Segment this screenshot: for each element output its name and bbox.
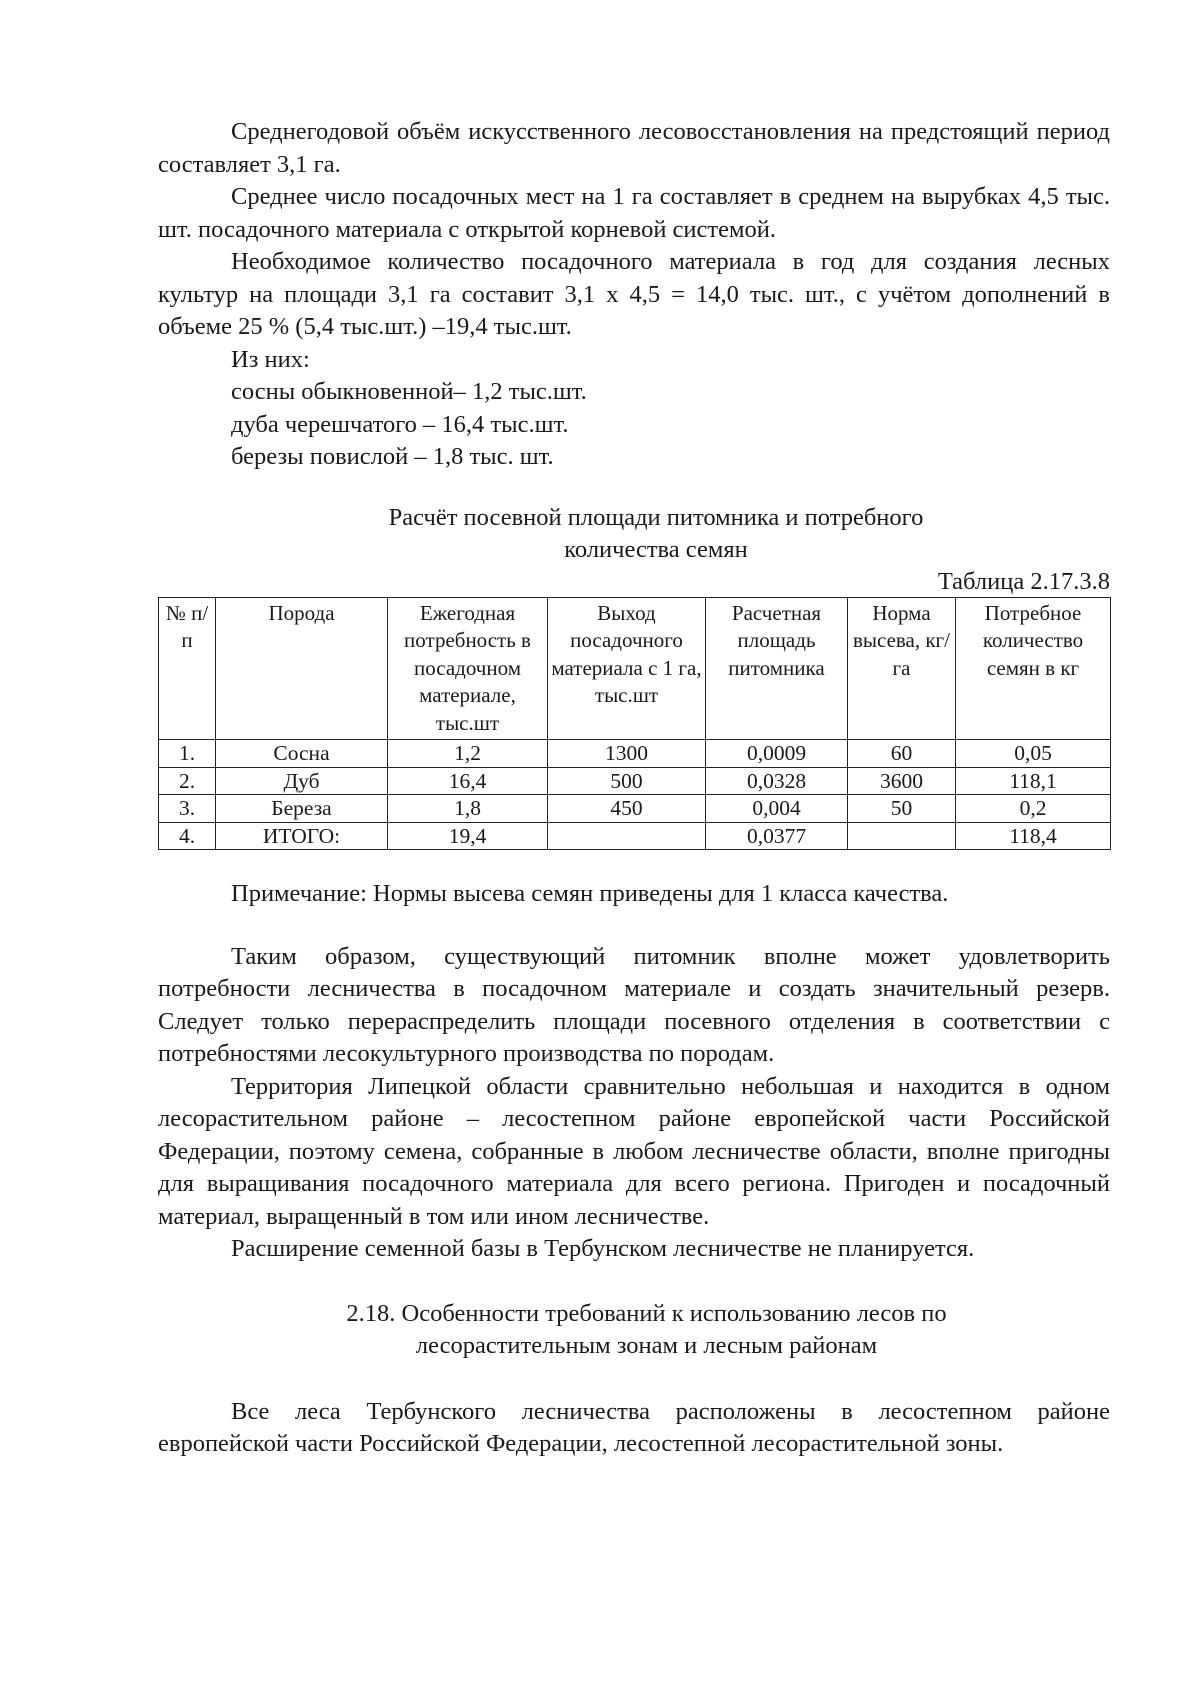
table-cell: 2. (159, 767, 216, 795)
body-paragraph-2: Территория Липецкой области сравнительно небольшая и находится в одном лесорастительном районе – лесостепном районе европейской части Российской Федерации, поэтому семена, собранные в любом лесничестве области, вполне пригодны для выращивания посадочного материала для всего региона. Пригоден и посадочный материал, выращенный в том или ином лесничестве. (158, 1072, 1110, 1230)
table-cell: 0,0009 (706, 740, 848, 768)
intro-paragraph-2: Среднее число посадочных мест на 1 га составляет в среднем на вырубках 4,5 тыс. шт. посадочного материала с открытой корневой системой. (158, 183, 1110, 243)
intro-paragraph-1: Среднегодовой объём искусственного лесовосстановления на предстоящий период составляет 3,1 га. (158, 118, 1110, 178)
intro-paragraph-3: Необходимое количество посадочного материала в год для создания лесных культур на площади 3,1 га составит 3,1 х 4,5 = 14,0 тыс. шт., с учётом дополнений в объеме 25 % (5,4 тыс.шт.) –19,4 тыс.шт. (158, 248, 1110, 340)
table-cell (848, 822, 956, 850)
table-title-line-1: Расчёт посевной площади питомника и потребного (388, 503, 924, 531)
header-sowing-rate: Норма высева, кг/га (848, 597, 956, 740)
header-yield-per-ha: Выход посадочного материала с 1 га, тыс.шт (548, 597, 706, 740)
section-heading (158, 1298, 1110, 1363)
table-cell: 1. (159, 740, 216, 768)
final-paragraph: Все леса Тербунского лесничества расположены в лесостепном районе европейской части Российской Федерации, лесостепной лесорастительной зоны. (158, 1397, 1110, 1457)
table-cell: 3600 (848, 767, 956, 795)
table-cell (548, 822, 706, 850)
pine-quantity: сосны обыкновенной– 1,2 тыс.шт. (231, 378, 587, 405)
table-cell: 450 (548, 795, 706, 823)
table-header-row (159, 597, 1111, 740)
table-cell: Дуб (216, 767, 388, 795)
body-paragraph-3: Расширение семенной базы в Тербунском лесничестве не планируется. (231, 1235, 975, 1262)
table-row (159, 795, 1111, 823)
header-nursery-area: Расчетная площадь питомника (706, 597, 848, 740)
table-cell: 500 (548, 767, 706, 795)
table-cell: 19,4 (388, 822, 548, 850)
body-paragraph-1: Таким образом, существующий питомник вполне может удовлетворить потребности лесничества в посадочном материале и создать значительный резерв. Следует только перераспределить площади посевного отделения в соответствии с потребностями лесокультурного производства по породам. (158, 942, 1110, 1067)
table-cell: 1300 (548, 740, 706, 768)
table-title (158, 502, 1110, 567)
table-cell: 50 (848, 795, 956, 823)
table-cell: 3. (159, 795, 216, 823)
table-cell: Сосна (216, 740, 388, 768)
document-page (158, 116, 1110, 1461)
table-cell: 0,004 (706, 795, 848, 823)
table-row (159, 740, 1111, 768)
birch-quantity: березы повислой – 1,8 тыс. шт. (231, 443, 554, 470)
from-them-label: Из них: (231, 345, 310, 373)
table-cell: 1,8 (388, 795, 548, 823)
table-number: Таблица 2.17.3.8 (937, 567, 1110, 595)
table-cell: ИТОГО: (216, 822, 388, 850)
table-cell: 0,2 (956, 795, 1111, 823)
section-heading-line-2: лесорастительным зонам и лесным районам (415, 1332, 878, 1359)
table-note: Примечание: Нормы высева семян приведены для 1 класса качества. (231, 880, 949, 907)
table-cell: 0,05 (956, 740, 1111, 768)
header-number: № п/п (159, 597, 216, 740)
header-species: Порода (216, 597, 388, 740)
table-cell: 118,1 (956, 767, 1111, 795)
table-cell: 118,4 (956, 822, 1111, 850)
table-cell: 0,0377 (706, 822, 848, 850)
header-annual-need: Ежегодная потребность в посадочном материале, тыс.шт (388, 597, 548, 740)
table-cell: 0,0328 (706, 767, 848, 795)
section-heading-line-1: 2.18. Особенности требований к использованию лесов по (346, 1299, 947, 1327)
table-row (159, 767, 1111, 795)
table-total-row (159, 822, 1111, 850)
table-cell: 60 (848, 740, 956, 768)
table-cell: 16,4 (388, 767, 548, 795)
table-title-line-2: количества семян (564, 536, 748, 563)
table-cell: Береза (216, 795, 388, 823)
oak-quantity: дуба черешчатого – 16,4 тыс.шт. (231, 410, 569, 438)
header-seed-quantity: Потребное количество семян в кг (956, 597, 1111, 740)
table-cell: 4. (159, 822, 216, 850)
seed-calculation-table (158, 597, 1111, 851)
table-cell: 1,2 (388, 740, 548, 768)
